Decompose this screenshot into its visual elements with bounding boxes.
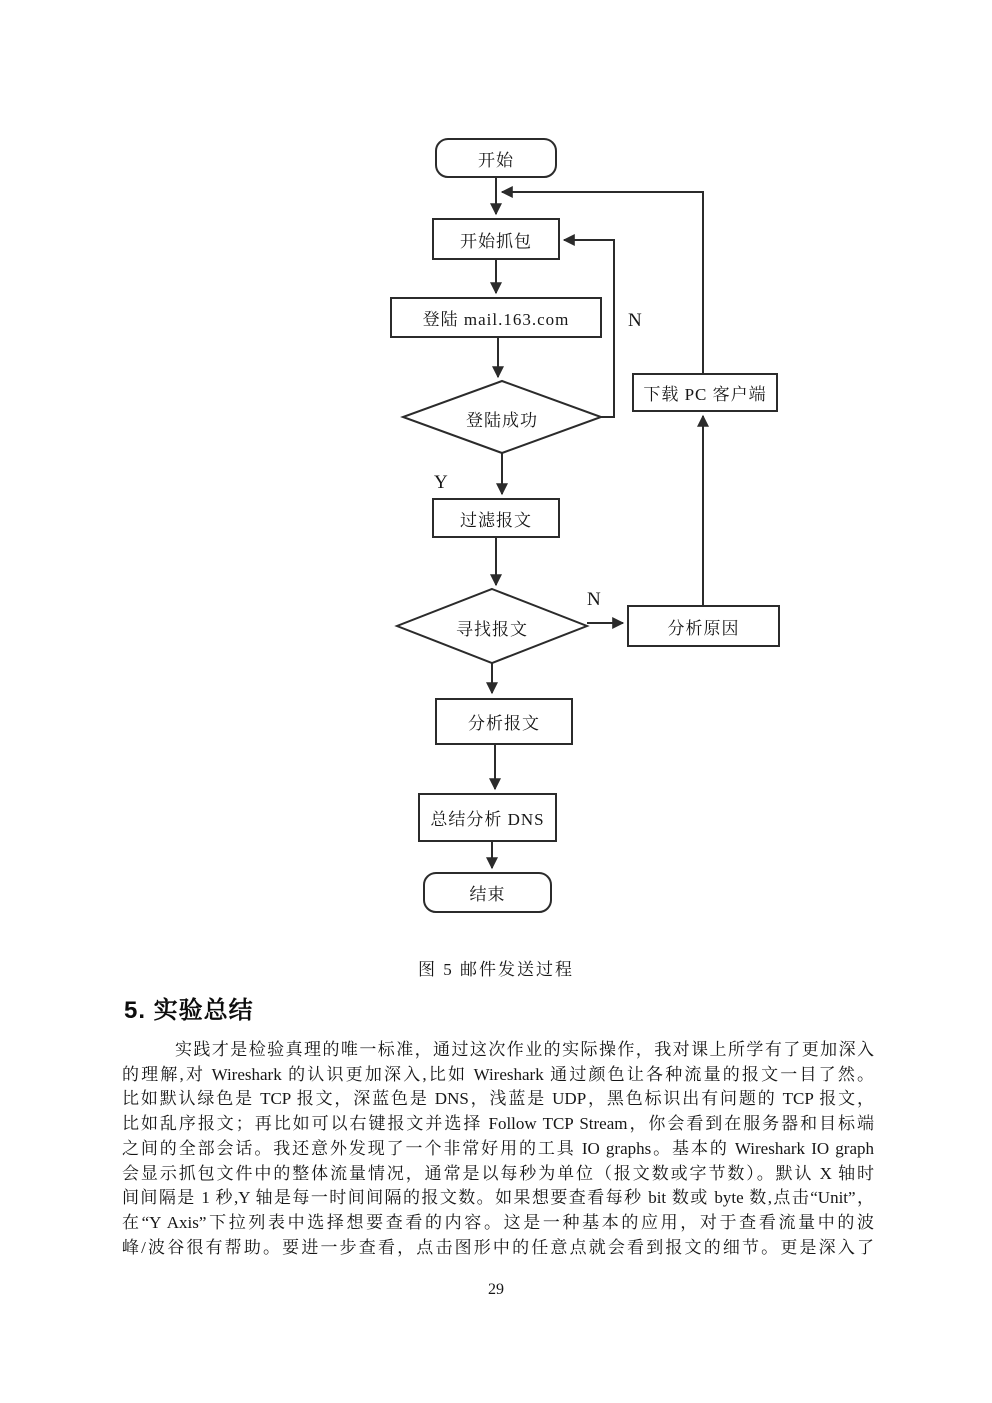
paragraph-line: 会显示抓包文件中的整体流量情况，通常是以每秒为单位（报文数或字节数）。默认 X 轴时	[122, 1163, 874, 1183]
paragraph-line: 实践才是检验真理的唯一标准，通过这次作业的实际操作，我对课上所学有了更加深入	[175, 1040, 874, 1059]
paragraph-line: 之间的全部会话。我还意外发现了一个非常好用的工具 IO graphs。基本的 Wireshark IO graph	[122, 1138, 874, 1158]
flow-node-summarize: 总结分析 DNS	[418, 793, 557, 842]
flow-node-capture: 开始抓包	[432, 218, 560, 260]
paragraph-line: 在“Y Axis”下拉列表中选择想要查看的内容。这是一种基本的应用，对于查看流量中的波	[122, 1212, 874, 1232]
page-number: 29	[488, 1281, 504, 1298]
edge-label-success-yes: Y	[434, 472, 448, 493]
flow-node-download: 下载 PC 客户端	[632, 373, 778, 412]
flow-node-login: 登陆 mail.163.com	[390, 297, 602, 338]
flow-node-analyze-reason: 分析原因	[627, 605, 780, 647]
paragraph-line: 比如默认绿色是 TCP 报文，深蓝色是 DNS，浅蓝是 UDP，黑色标识出有问题的 TCP 报文，	[122, 1089, 874, 1109]
edge-label-find-no: N	[587, 589, 601, 610]
flow-node-analyze-packet: 分析报文	[435, 698, 573, 745]
paragraph-line: 比如乱序报文；再比如可以右键报文并选择 Follow TCP Stream，你会看到在服务器和目标端	[122, 1114, 874, 1134]
figure-caption: 图 5 邮件发送过程	[418, 960, 574, 979]
flow-node-find-label: 寻找报文	[456, 620, 528, 639]
section-heading: 5. 实验总结	[124, 997, 254, 1024]
flow-node-start: 开始	[435, 138, 557, 178]
paragraph-line: 峰/波谷很有帮助。要进一步查看，点击图形中的任意点就会看到报文的细节。更是深入了	[122, 1237, 874, 1257]
paragraph-line: 的理解,对 Wireshark 的认识更加深入,比如 Wireshark 通过颜色让各种流量的报文一目了然。	[122, 1064, 874, 1084]
edge-label-success-no: N	[628, 310, 642, 331]
flow-node-end: 结束	[423, 872, 552, 913]
flow-node-filter: 过滤报文	[432, 498, 560, 538]
flow-node-login-success-label: 登陆成功	[466, 411, 538, 430]
paragraph-line: 间间隔是 1 秒,Y 轴是每一时间间隔的报文数。如果想要查看每秒 bit 数或 byte 数,点击“Unit”，	[122, 1188, 874, 1208]
